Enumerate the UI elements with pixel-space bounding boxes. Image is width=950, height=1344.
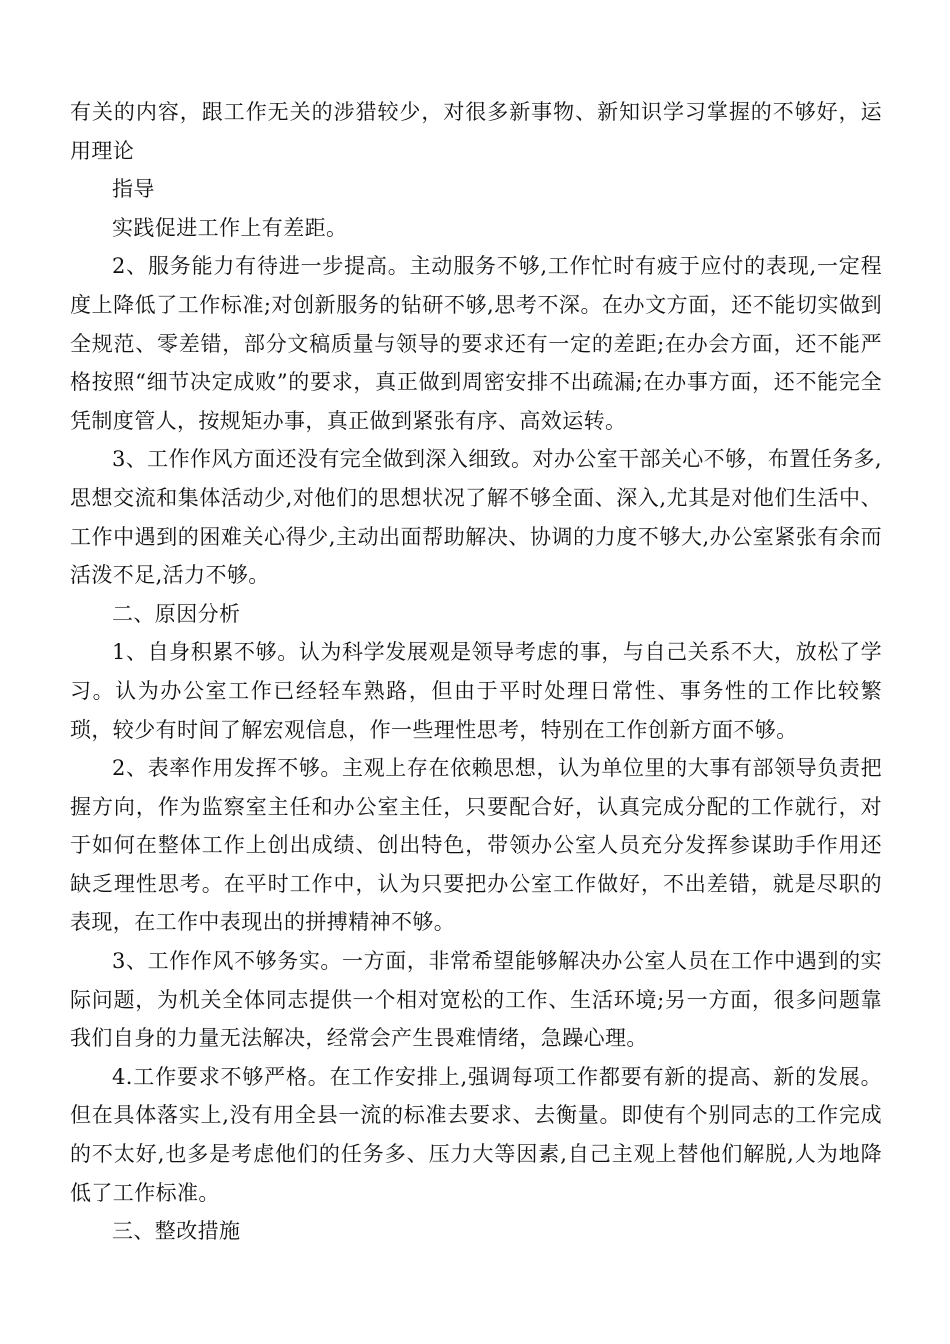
section-heading-rectification: 三、整改措施	[112, 1219, 241, 1244]
document-page	[70, 93, 882, 1251]
paragraph-guidance: 指导	[112, 177, 155, 202]
paragraph-work-style: 3、工作作风方面还没有完全做到深入细致。对办公室干部关心不够，布置任务多,思想交流和集体活动少,对他们的思想状况了解不够全面、深入,尤其是对他们生活中、工作中遇到的困难关心得少,主动出面帮助解决、协调的力度不够大,办公室紧张有余而活泼不足,活力不够。	[70, 447, 882, 588]
paragraph-exemplary-role: 2、表率作用发挥不够。主观上存在依赖思想，认为单位里的大事有部领导负责把握方向，作为监察室主任和办公室主任，只要配合好，认真完成分配的工作就行，对于如何在整体工作上创出成绩、创出特色，带领办公室人员充分发挥参谋助手作用还缺乏理性思考。在平时工作中，认为只要把办公室工作做好，不出差错，就是尽职的表现，在工作中表现出的拼搏精神不够。	[70, 756, 882, 935]
paragraph-service-capacity: 2、服务能力有待进一步提高。主动服务不够,工作忙时有疲于应付的表现,一定程度上降低了工作标准;对创新服务的钻研不够,思考不深。在办文方面，还不能切实做到全规范、零差错，部分文稿质量与领导的要求还有一定的差距;在办会方面，还不能严格按照“细节决定成败”的要求，真正做到周密安排不出疏漏;在办事方面，还不能完全凭制度管人，按规矩办事，真正做到紧张有序、高效运转。	[70, 254, 882, 433]
paragraph-self-accumulation: 1、自身积累不够。认为科学发展观是领导考虑的事，与自己关系不大，放松了学习。认为办公室工作已经轻车熟路，但由于平时处理日常性、事务性的工作比较繁琐，较少有时间了解宏观信息，作一些理性思考，特别在工作创新方面不够。	[70, 640, 882, 742]
paragraph-strict-requirements: 4.工作要求不够严格。在工作安排上,强调每项工作都要有新的提高、新的发展。但在具体落实上,没有用全县一流的标准去要求、去衡量。即使有个别同志的工作完成的不太好,也多是考虑他们的任务多、压力大等因素,自己主观上替他们解脱,人为地降低了工作标准。	[70, 1064, 882, 1205]
paragraph-practical-style: 3、工作作风不够务实。一方面，非常希望能够解决办公室人员在工作中遇到的实际问题，为机关全体同志提供一个相对宽松的工作、生活环境;另一方面，很多问题靠我们自身的力量无法解决，经常会产生畏难情绪，急躁心理。	[70, 949, 882, 1051]
section-heading-cause-analysis: 二、原因分析	[112, 601, 241, 626]
paragraph-continuation: 有关的内容，跟工作无关的涉猎较少，对很多新事物、新知识学习掌握的不够好，运用理论	[70, 100, 882, 163]
paragraph-practice-gap: 实践促进工作上有差距。	[112, 215, 348, 240]
